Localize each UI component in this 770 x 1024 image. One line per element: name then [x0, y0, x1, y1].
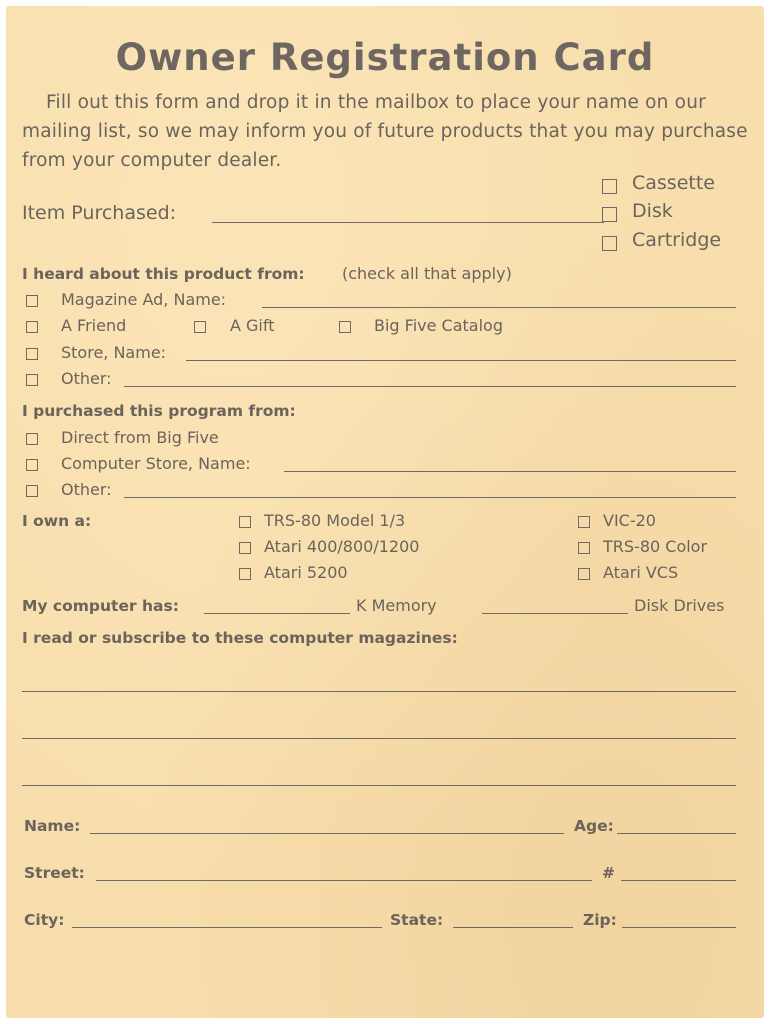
number-field[interactable]	[621, 880, 736, 881]
cartridge-checkbox[interactable]	[602, 236, 617, 251]
name-label: Name:	[24, 817, 81, 835]
atari-vcs-label: Atari VCS	[603, 563, 679, 582]
state-label: State:	[390, 911, 444, 929]
direct-checkbox[interactable]	[26, 433, 38, 445]
store-label: Store, Name:	[61, 343, 167, 362]
big-five-catalog-label: Big Five Catalog	[374, 316, 503, 335]
registration-card	[6, 6, 764, 1018]
purchased-other-checkbox[interactable]	[26, 485, 38, 497]
purchased-other-field[interactable]	[124, 497, 736, 498]
purchased-other-label: Other:	[61, 480, 112, 499]
disk-checkbox[interactable]	[602, 207, 617, 222]
atari-5200-checkbox[interactable]	[239, 568, 251, 580]
a-gift-checkbox[interactable]	[194, 321, 206, 333]
number-label: #	[602, 864, 615, 882]
intro-paragraph: Fill out this form and drop it in the mailbox to place your name on our mailing list, so we may inform you of future products that you may purchase from your computer dealer.	[22, 92, 748, 171]
heard-other-label: Other:	[61, 369, 112, 388]
heard-other-field[interactable]	[124, 386, 736, 387]
a-gift-label: A Gift	[230, 316, 275, 335]
magazines-line-1[interactable]	[22, 691, 736, 692]
cassette-label: Cassette	[632, 172, 715, 194]
magazines-heading: I read or subscribe to these computer magazines:	[22, 629, 458, 647]
heard-about-heading: I heard about this product from:	[22, 265, 305, 283]
computer-has-heading: My computer has:	[22, 597, 179, 615]
computer-store-checkbox[interactable]	[26, 459, 38, 471]
computer-store-label: Computer Store, Name:	[61, 454, 251, 473]
magazine-ad-checkbox[interactable]	[26, 295, 38, 307]
vic20-label: VIC-20	[603, 511, 656, 530]
big-five-catalog-checkbox[interactable]	[339, 321, 351, 333]
item-purchased-label: Item Purchased:	[22, 202, 177, 224]
magazines-line-2[interactable]	[22, 738, 736, 739]
age-label: Age:	[574, 817, 614, 835]
trs80-color-checkbox[interactable]	[578, 542, 590, 554]
heard-about-note: (check all that apply)	[342, 264, 512, 283]
direct-label: Direct from Big Five	[61, 428, 219, 447]
item-purchased-field[interactable]	[212, 222, 604, 223]
computer-store-field[interactable]	[284, 471, 736, 472]
zip-field[interactable]	[622, 927, 736, 928]
purchased-from-heading: I purchased this program from:	[22, 402, 296, 420]
city-field[interactable]	[72, 927, 382, 928]
age-field[interactable]	[617, 833, 736, 834]
store-checkbox[interactable]	[26, 348, 38, 360]
atari-5200-label: Atari 5200	[264, 563, 348, 582]
disk-label: Disk	[632, 200, 673, 222]
memory-field[interactable]	[204, 613, 350, 614]
own-heading: I own a:	[22, 512, 92, 530]
atari-400-checkbox[interactable]	[239, 542, 251, 554]
magazine-ad-label: Magazine Ad, Name:	[61, 290, 227, 309]
atari-vcs-checkbox[interactable]	[578, 568, 590, 580]
card-title: Owner Registration Card	[115, 36, 655, 79]
heard-other-checkbox[interactable]	[26, 374, 38, 386]
zip-label: Zip:	[583, 911, 617, 929]
trs80-color-label: TRS-80 Color	[603, 537, 708, 556]
a-friend-checkbox[interactable]	[26, 321, 38, 333]
intro-text	[22, 88, 752, 175]
cartridge-label: Cartridge	[632, 229, 722, 251]
vic20-checkbox[interactable]	[578, 516, 590, 528]
street-field[interactable]	[96, 880, 592, 881]
name-field[interactable]	[90, 833, 564, 834]
trs80-model-checkbox[interactable]	[239, 516, 251, 528]
street-label: Street:	[24, 864, 85, 882]
state-field[interactable]	[453, 927, 573, 928]
trs80-model-label: TRS-80 Model 1/3	[264, 511, 406, 530]
city-label: City:	[24, 911, 65, 929]
a-friend-label: A Friend	[61, 316, 127, 335]
store-name-field[interactable]	[186, 360, 736, 361]
cassette-checkbox[interactable]	[602, 179, 617, 194]
magazine-ad-field[interactable]	[262, 307, 736, 308]
disk-drives-field[interactable]	[482, 613, 628, 614]
atari-400-label: Atari 400/800/1200	[264, 537, 420, 556]
disk-drives-label: Disk Drives	[634, 596, 725, 615]
memory-label: K Memory	[356, 596, 437, 615]
magazines-line-3[interactable]	[22, 785, 736, 786]
